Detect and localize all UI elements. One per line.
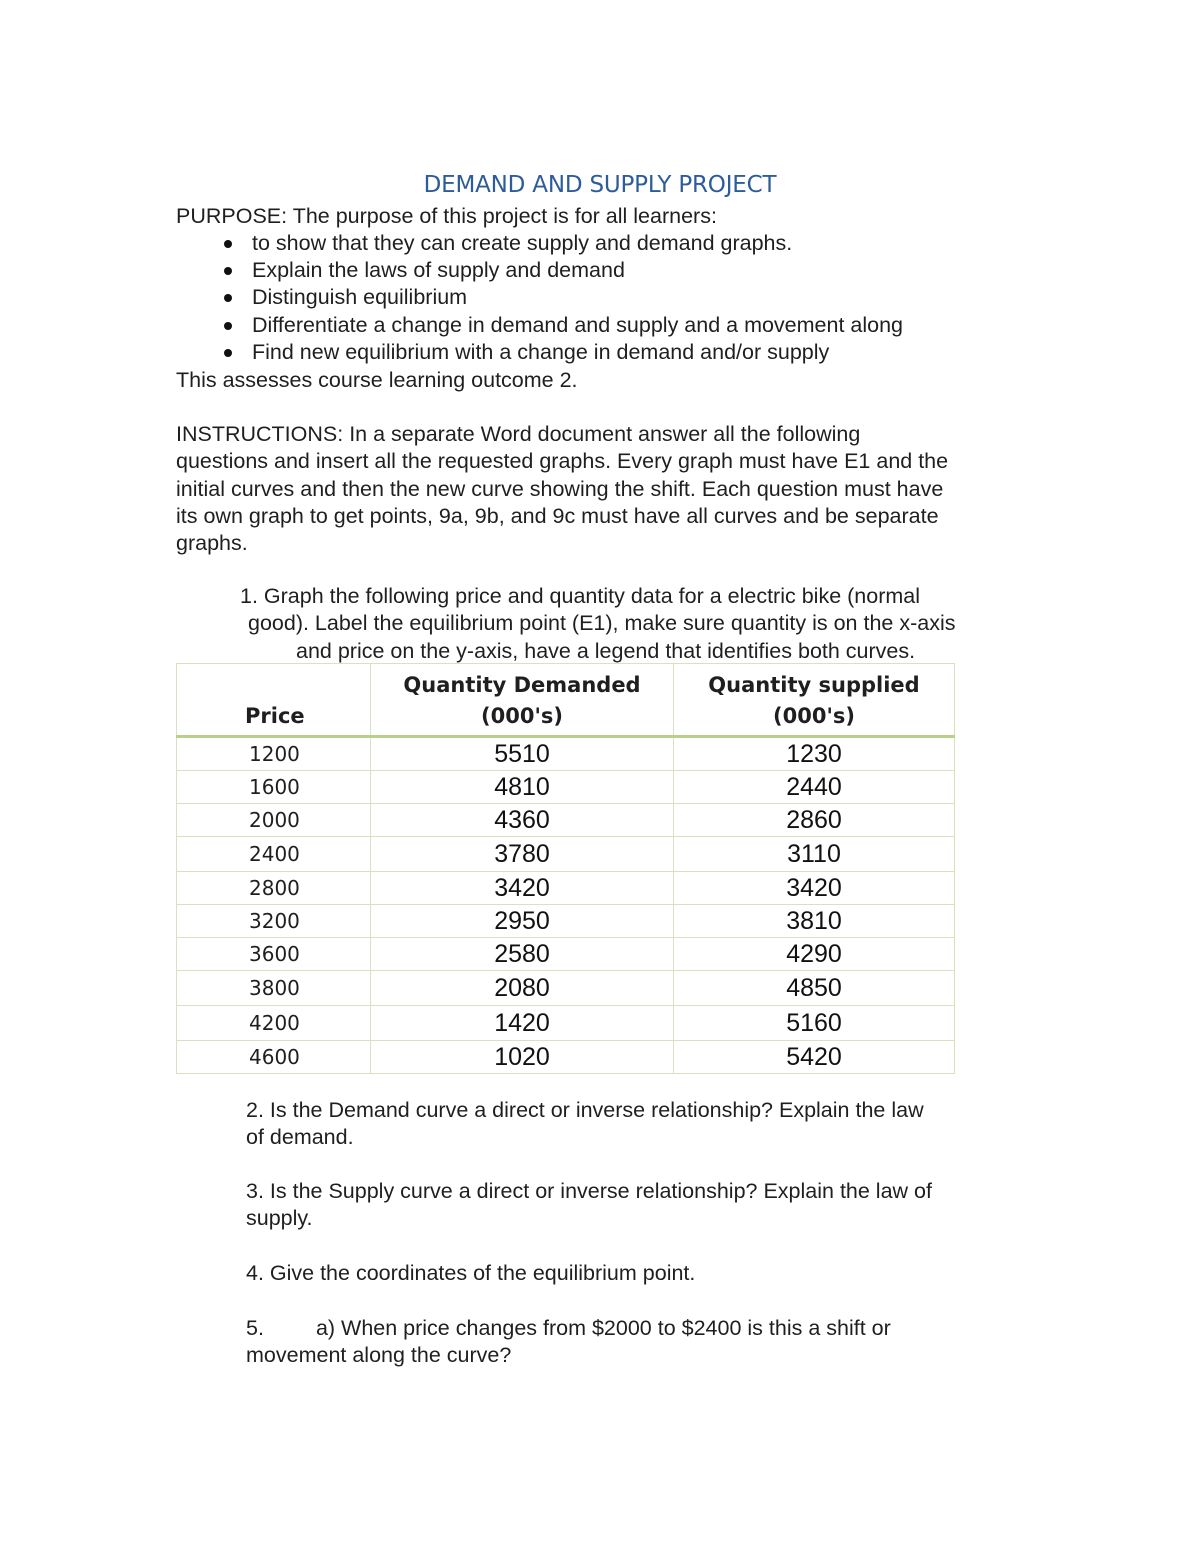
cell-demand: 2080: [371, 971, 674, 1006]
question-3-line: supply.: [246, 1206, 313, 1231]
question-2: [246, 1097, 924, 1152]
cell-price: 1600: [177, 771, 371, 804]
cell-demand: 2580: [371, 938, 674, 971]
table-row: [177, 1041, 955, 1074]
header-quantity-supplied: [674, 664, 955, 737]
question-1-line: good). Label the equilibrium point (E1), make sure quantity is on the x-axis: [248, 611, 956, 636]
question-5-text: a) When price changes from $2000 to $2400 is this a shift or: [315, 1316, 891, 1340]
question-3: [246, 1178, 932, 1233]
learning-outcome: This assesses course learning outcome 2.: [176, 368, 578, 392]
cell-price: 2000: [177, 804, 371, 837]
cell-price: 4600: [177, 1041, 371, 1074]
cell-demand: 4360: [371, 804, 674, 837]
cell-price: 3800: [177, 971, 371, 1006]
table-header-row: [177, 664, 955, 737]
cell-demand: 3420: [371, 872, 674, 905]
cell-demand: 2950: [371, 905, 674, 938]
instructions-line: its own graph to get points, 9a, 9b, and 9c must have all curves and be separate: [176, 503, 939, 528]
purpose-bullet: Explain the laws of supply and demand: [218, 257, 903, 284]
cell-supply: 5160: [674, 1006, 955, 1041]
table-row: [177, 971, 955, 1006]
table-row: [177, 837, 955, 872]
cell-demand: 3780: [371, 837, 674, 872]
question-5-line: [246, 1315, 891, 1342]
cell-supply: 3810: [674, 905, 955, 938]
cell-supply: 5420: [674, 1041, 955, 1074]
cell-demand: 1420: [371, 1006, 674, 1041]
cell-supply: 4290: [674, 938, 955, 971]
purpose-bullet: Find new equilibrium with a change in demand and/or supply: [218, 339, 903, 366]
cell-price: 3200: [177, 905, 371, 938]
table-row: [177, 771, 955, 804]
table-row: [177, 737, 955, 771]
question-1-line: 1. Graph the following price and quantity data for a electric bike (normal: [240, 584, 921, 608]
cell-price: 1200: [177, 737, 371, 771]
page-title: DEMAND AND SUPPLY PROJECT: [423, 172, 777, 198]
cell-price: 3600: [177, 938, 371, 971]
header-price: Price: [177, 664, 371, 737]
question-3-line: 3. Is the Supply curve a direct or inverse relationship? Explain the law of: [246, 1179, 932, 1203]
instructions-line: questions and insert all the requested graphs. Every graph must have E1 and the: [176, 449, 949, 474]
cell-supply: 4850: [674, 971, 955, 1006]
question-5-number: 5.: [246, 1316, 264, 1340]
table-row: [177, 905, 955, 938]
question-5-line: movement along the curve?: [246, 1343, 512, 1368]
purpose-bullet-list: [218, 230, 903, 366]
table-row: [177, 804, 955, 837]
header-quantity-demanded: [371, 664, 674, 737]
question-2-line: 2. Is the Demand curve a direct or inverse relationship? Explain the law: [246, 1098, 924, 1122]
cell-supply: 2860: [674, 804, 955, 837]
purpose-bullet: Differentiate a change in demand and supply and a movement along: [218, 312, 903, 339]
header-demand-line2: (000's): [481, 704, 563, 728]
instructions-paragraph: [176, 421, 948, 557]
cell-supply: 1230: [674, 737, 955, 771]
cell-price: 2800: [177, 872, 371, 905]
question-1: [240, 583, 1030, 665]
header-supply-line2: (000's): [773, 704, 855, 728]
price-quantity-table: [176, 663, 955, 1074]
purpose-intro: PURPOSE: The purpose of this project is for all learners:: [176, 204, 717, 228]
question-5: [246, 1315, 891, 1370]
table-row: [177, 1006, 955, 1041]
cell-price: 4200: [177, 1006, 371, 1041]
cell-supply: 3110: [674, 837, 955, 872]
instructions-line: initial curves and then the new curve showing the shift. Each question must have: [176, 476, 944, 501]
cell-supply: 3420: [674, 872, 955, 905]
table-row: [177, 938, 955, 971]
purpose-bullet: Distinguish equilibrium: [218, 284, 903, 311]
question-4: [246, 1260, 695, 1287]
question-4-line: 4. Give the coordinates of the equilibrium point.: [246, 1261, 696, 1285]
table-row: [177, 872, 955, 905]
question-2-line: of demand.: [246, 1125, 354, 1150]
cell-demand: 4810: [371, 771, 674, 804]
question-1-line: and price on the y-axis, have a legend that identifies both curves.: [296, 638, 916, 663]
instructions-line: INSTRUCTIONS: In a separate Word document answer all the following: [176, 422, 861, 446]
instructions-line: graphs.: [176, 531, 248, 556]
header-supply-line1: Quantity supplied: [708, 673, 920, 697]
cell-demand: 1020: [371, 1041, 674, 1074]
cell-supply: 2440: [674, 771, 955, 804]
cell-demand: 5510: [371, 737, 674, 771]
purpose-bullet: to show that they can create supply and demand graphs.: [218, 230, 903, 257]
header-demand-line1: Quantity Demanded: [403, 673, 641, 697]
cell-price: 2400: [177, 837, 371, 872]
